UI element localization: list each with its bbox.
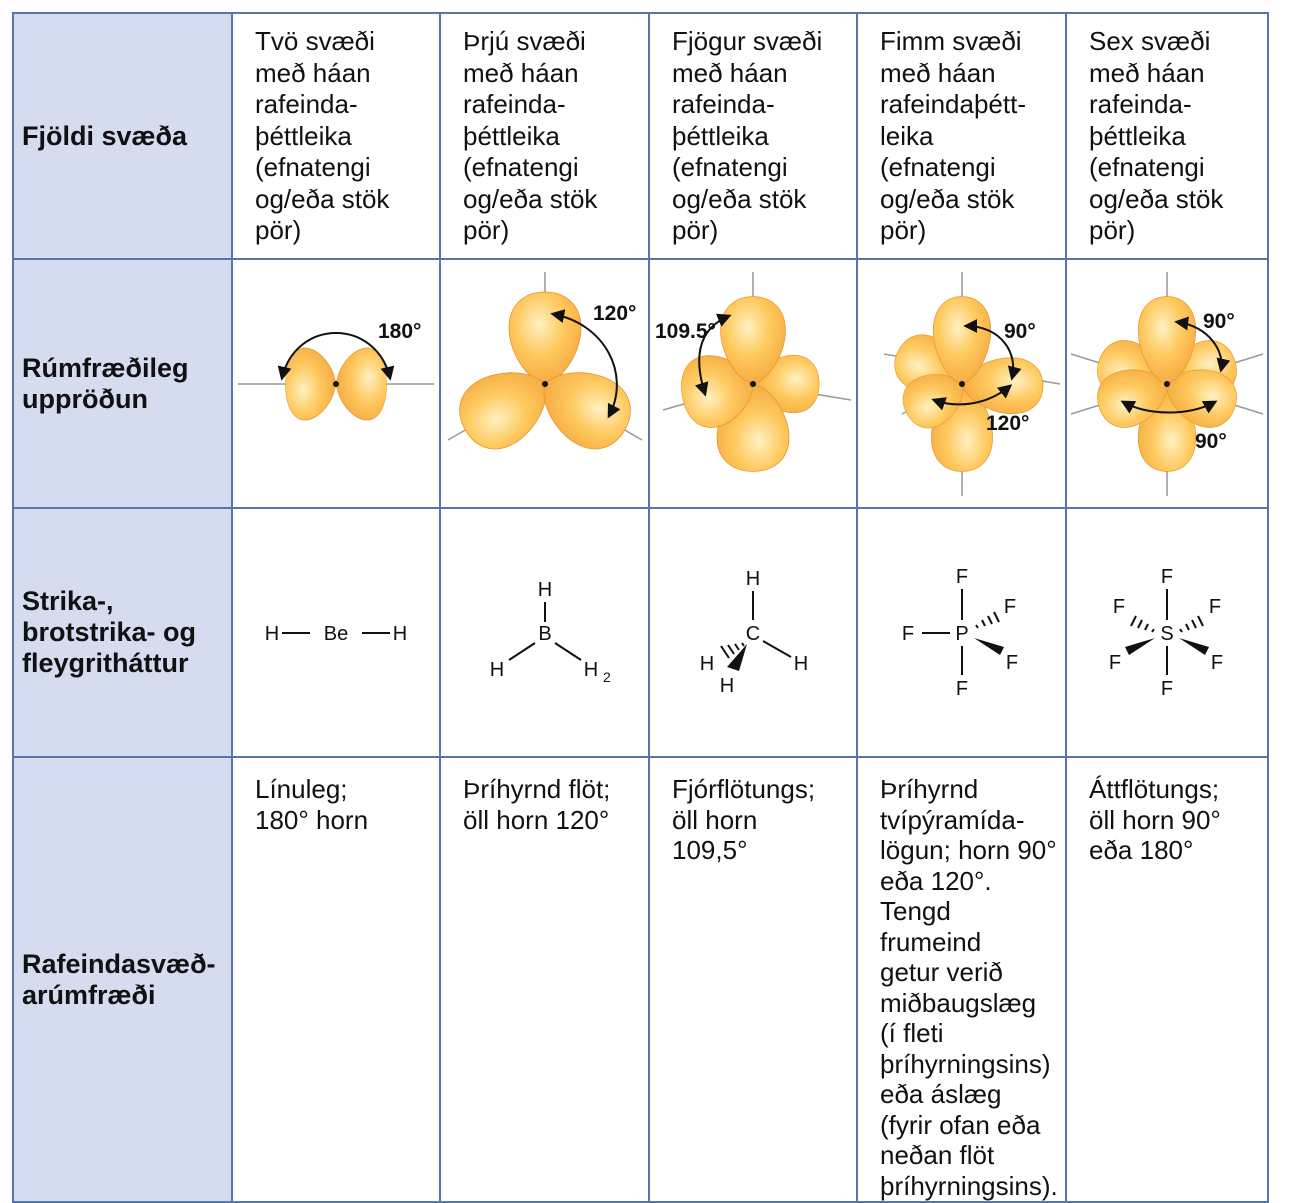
lobe-left: [285, 348, 336, 420]
atom-h-left: H: [489, 658, 504, 681]
angle-label-tbp-axial: 90°: [1003, 319, 1036, 343]
spatial-tetrahedral: [649, 259, 857, 508]
row-header-spatial: [13, 259, 232, 508]
spatial-octahedral: [1066, 259, 1268, 508]
regions-six: Sex svæði með háan rafeinda- þéttleika (efnatengi og/eða stök pör): [1066, 13, 1268, 259]
atom-h-left: H: [264, 622, 280, 645]
atom-f-top: F: [955, 565, 968, 588]
beh2-structure: [236, 553, 436, 713]
row-geometry: [13, 757, 1268, 1202]
structure-ch4: [649, 508, 857, 757]
spatial-trigonal-bipyramidal: [857, 259, 1066, 508]
linear-orbital-diagram: [236, 274, 436, 494]
angle-label-trigonal: 120°: [592, 301, 636, 325]
hashed-bond-right: [1180, 616, 1203, 632]
structure-pf5: [857, 508, 1066, 757]
regions-three: Þrjú svæði með háan rafeinda- þéttleika (efnatengi og/eða stök pör): [440, 13, 649, 259]
sf6-structure: [1067, 553, 1267, 713]
row-regions: [13, 13, 1268, 259]
atom-f-lower-right: F: [1005, 651, 1018, 674]
angle-label-tbp-equatorial: 120°: [985, 411, 1029, 435]
wedge-bond-left: [1125, 638, 1155, 655]
atom-h-right-subscript: 2: [602, 668, 611, 685]
atom-h-top: H: [537, 578, 552, 601]
row-header-geometry-label: Rafeindasvæð- arúmfræði: [22, 948, 216, 1010]
angle-label-tetrahedral: 109.5°: [655, 319, 716, 343]
atom-f-upper-right: F: [1208, 595, 1222, 618]
angle-label-octa-top: 90°: [1203, 309, 1235, 333]
pf5-structure: [862, 553, 1062, 713]
structure-bh3: [440, 508, 649, 757]
atom-h-right: H: [392, 622, 408, 645]
atom-h-top: H: [745, 567, 761, 590]
row-header-geometry: [13, 757, 232, 1202]
atom-f-bottom: F: [955, 677, 968, 700]
atom-be: Be: [323, 622, 349, 645]
atom-h-right: H: [583, 658, 598, 681]
atom-f-lower-right: F: [1210, 651, 1224, 674]
trigonal-orbital-diagram: [445, 269, 645, 499]
tetrahedral-orbital-diagram: [653, 269, 853, 499]
hashed-bond-left: [1131, 616, 1154, 632]
atom-h-bottom: H: [719, 674, 735, 697]
row-spatial: [13, 259, 1268, 508]
bh3-structure: [445, 553, 645, 713]
atom-f-lower-left: F: [1108, 651, 1122, 674]
regions-five: Fimm svæði með háan rafeindaþétt- leika (efnatengi og/eða stök pör): [857, 13, 1066, 259]
geometry-trigonal-planar: Þríhyrnd flöt; öll horn 120°: [440, 757, 649, 1202]
regions-two: Tvö svæði með háan rafeinda- þéttleika (efnatengi og/eða stök pör): [232, 13, 440, 259]
spatial-linear: [232, 259, 440, 508]
atom-s: S: [1160, 622, 1174, 645]
geometry-linear: Línuleg; 180° horn: [232, 757, 440, 1202]
atom-p: P: [954, 622, 969, 645]
geometry-trigonal-bipyramidal: Þríhyrnd tvípýramída- lögun; horn 90° eða 120°. Tengd frumeind getur verið miðbaugslæg (í fleti þríhyrningsins) eða áslæg (fyrir ofan eða neðan flöt þríhyrningsins).: [857, 757, 1066, 1202]
angle-label-octa-bottom: 90°: [1195, 429, 1227, 453]
row-structure: [13, 508, 1268, 757]
wedge-bond: [974, 638, 1004, 655]
atom-h-right: H: [793, 652, 809, 675]
regions-four: Fjögur svæði með háan rafeinda- þéttleika (efnatengi og/eða stök pör): [649, 13, 857, 259]
row-header-regions: Fjöldi svæða: [13, 13, 232, 259]
atom-b: B: [537, 622, 552, 645]
atom-h-left: H: [699, 652, 715, 675]
spatial-trigonal: [440, 259, 649, 508]
vsepr-table: [12, 12, 1269, 1203]
atom-f-upper-right: F: [1003, 595, 1016, 618]
ch4-structure: [653, 553, 853, 713]
tbp-orbital-diagram: [862, 269, 1062, 499]
octahedral-orbital-diagram: [1067, 269, 1267, 499]
wedge-bond-right: [1179, 638, 1209, 655]
atom-f-bottom: F: [1160, 677, 1174, 700]
lobe-right: [336, 348, 387, 420]
row-header-structure-label: Strika-, brotstrika- og fleygritháttur: [22, 586, 197, 678]
geometry-tetrahedral: Fjórflötungs; öll horn 109,5°: [649, 757, 857, 1202]
atom-f-top: F: [1160, 565, 1174, 588]
structure-beh2: [232, 508, 440, 757]
lobe-top: [509, 292, 581, 384]
atom-f-left: F: [901, 622, 914, 645]
atom-c: C: [745, 622, 761, 645]
angle-label-linear: 180°: [378, 319, 422, 343]
row-header-structure: [13, 508, 232, 757]
geometry-octahedral: Áttflötungs; öll horn 90° eða 180°: [1066, 757, 1268, 1202]
hashed-bond: [976, 612, 999, 628]
row-header-spatial-label: Rúmfræðileg uppröðun: [22, 352, 189, 414]
structure-sf6: [1066, 508, 1268, 757]
atom-f-upper-left: F: [1112, 595, 1126, 618]
